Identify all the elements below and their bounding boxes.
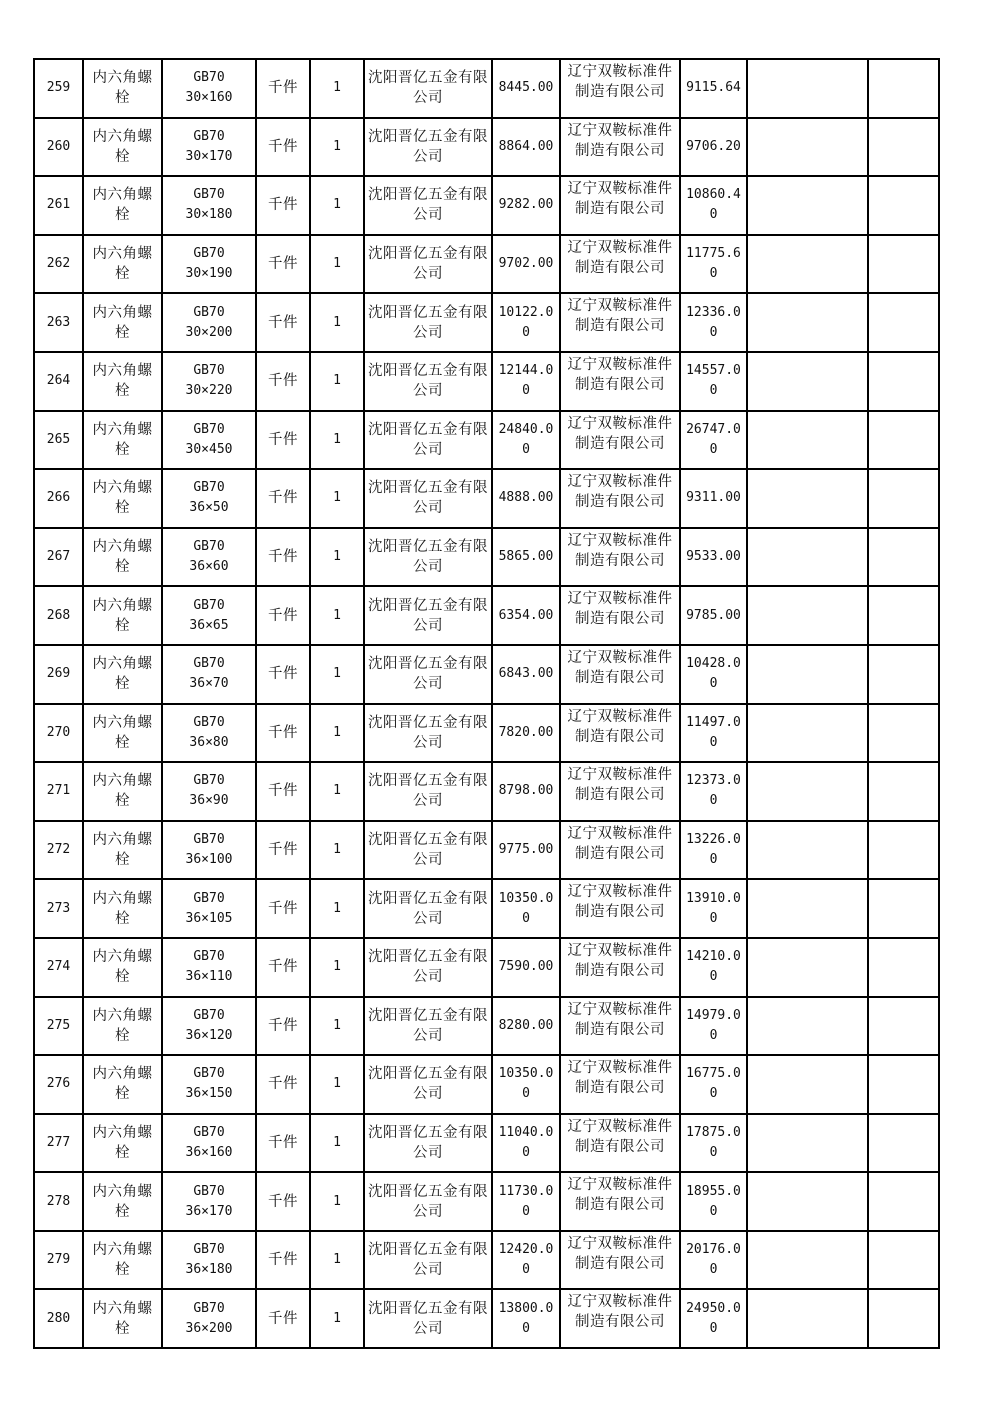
manufacturer-price-cell: 13226.00 [680, 821, 747, 880]
blank-cell-1 [747, 1231, 868, 1290]
specification-cell: GB70 30×200 [162, 293, 256, 352]
unit-cell: 千件 [256, 1114, 310, 1173]
supplier-price-cell: 8798.00 [492, 762, 560, 821]
supplier-cell: 沈阳晋亿五金有限公司 [364, 762, 492, 821]
table-row [34, 1231, 939, 1290]
blank-cell-2 [868, 586, 939, 645]
blank-cell-2 [868, 1172, 939, 1231]
supplier-cell: 沈阳晋亿五金有限公司 [364, 235, 492, 294]
product-name-cell: 内六角螺栓 [83, 821, 162, 880]
supplier-price-cell: 12144.00 [492, 352, 560, 411]
unit-cell: 千件 [256, 176, 310, 235]
blank-cell-2 [868, 469, 939, 528]
specification-cell: GB70 30×180 [162, 176, 256, 235]
unit-cell: 千件 [256, 1289, 310, 1348]
quantity-cell: 1 [310, 821, 364, 880]
table-row [34, 235, 939, 294]
manufacturer-price-cell: 14210.00 [680, 938, 747, 997]
unit-cell: 千件 [256, 528, 310, 587]
row-number-cell: 275 [34, 997, 83, 1056]
quantity-cell: 1 [310, 1289, 364, 1348]
supplier-price-cell: 7590.00 [492, 938, 560, 997]
row-number-cell: 261 [34, 176, 83, 235]
manufacturer-cell: 辽宁双鞍标准件制造有限公司 [560, 1172, 680, 1231]
manufacturer-price-cell: 10860.40 [680, 176, 747, 235]
row-number-cell: 267 [34, 528, 83, 587]
quantity-cell: 1 [310, 997, 364, 1056]
product-name-cell: 内六角螺栓 [83, 118, 162, 177]
manufacturer-price-cell: 12373.00 [680, 762, 747, 821]
supplier-price-cell: 24840.00 [492, 411, 560, 470]
blank-cell-1 [747, 176, 868, 235]
row-number-cell: 277 [34, 1114, 83, 1173]
manufacturer-cell: 辽宁双鞍标准件制造有限公司 [560, 293, 680, 352]
manufacturer-cell: 辽宁双鞍标准件制造有限公司 [560, 879, 680, 938]
blank-cell-2 [868, 59, 939, 118]
manufacturer-price-cell: 18955.00 [680, 1172, 747, 1231]
supplier-price-cell: 7820.00 [492, 704, 560, 763]
row-number-cell: 279 [34, 1231, 83, 1290]
row-number-cell: 264 [34, 352, 83, 411]
manufacturer-price-cell: 12336.00 [680, 293, 747, 352]
unit-cell: 千件 [256, 293, 310, 352]
product-name-cell: 内六角螺栓 [83, 1289, 162, 1348]
manufacturer-price-cell: 24950.00 [680, 1289, 747, 1348]
product-name-cell: 内六角螺栓 [83, 1172, 162, 1231]
blank-cell-1 [747, 1055, 868, 1114]
specification-cell: GB70 30×170 [162, 118, 256, 177]
supplier-price-cell: 4888.00 [492, 469, 560, 528]
row-number-cell: 262 [34, 235, 83, 294]
supplier-cell: 沈阳晋亿五金有限公司 [364, 176, 492, 235]
blank-cell-1 [747, 1114, 868, 1173]
blank-cell-1 [747, 645, 868, 704]
table-row [34, 1055, 939, 1114]
blank-cell-2 [868, 704, 939, 763]
unit-cell: 千件 [256, 762, 310, 821]
quantity-cell: 1 [310, 879, 364, 938]
manufacturer-price-cell: 11497.00 [680, 704, 747, 763]
supplier-price-cell: 9775.00 [492, 821, 560, 880]
product-name-cell: 内六角螺栓 [83, 293, 162, 352]
blank-cell-2 [868, 235, 939, 294]
quantity-cell: 1 [310, 59, 364, 118]
blank-cell-1 [747, 293, 868, 352]
product-name-cell: 内六角螺栓 [83, 235, 162, 294]
specification-cell: GB70 36×120 [162, 997, 256, 1056]
specification-cell: GB70 36×100 [162, 821, 256, 880]
manufacturer-price-cell: 14557.00 [680, 352, 747, 411]
unit-cell: 千件 [256, 59, 310, 118]
blank-cell-2 [868, 528, 939, 587]
blank-cell-1 [747, 586, 868, 645]
specification-cell: GB70 36×150 [162, 1055, 256, 1114]
supplier-price-cell: 10122.00 [492, 293, 560, 352]
quantity-cell: 1 [310, 645, 364, 704]
blank-cell-1 [747, 59, 868, 118]
supplier-price-cell: 6843.00 [492, 645, 560, 704]
quantity-cell: 1 [310, 411, 364, 470]
blank-cell-1 [747, 352, 868, 411]
table-row [34, 352, 939, 411]
blank-cell-1 [747, 762, 868, 821]
unit-cell: 千件 [256, 235, 310, 294]
specification-cell: GB70 36×65 [162, 586, 256, 645]
blank-cell-2 [868, 821, 939, 880]
specification-cell: GB70 36×160 [162, 1114, 256, 1173]
table-row [34, 1114, 939, 1173]
row-number-cell: 268 [34, 586, 83, 645]
blank-cell-1 [747, 821, 868, 880]
supplier-price-cell: 8445.00 [492, 59, 560, 118]
supplier-cell: 沈阳晋亿五金有限公司 [364, 1172, 492, 1231]
supplier-price-cell: 8864.00 [492, 118, 560, 177]
manufacturer-cell: 辽宁双鞍标准件制造有限公司 [560, 528, 680, 587]
blank-cell-2 [868, 762, 939, 821]
row-number-cell: 263 [34, 293, 83, 352]
specification-cell: GB70 36×105 [162, 879, 256, 938]
supplier-cell: 沈阳晋亿五金有限公司 [364, 586, 492, 645]
specification-cell: GB70 36×70 [162, 645, 256, 704]
supplier-cell: 沈阳晋亿五金有限公司 [364, 1289, 492, 1348]
unit-cell: 千件 [256, 1055, 310, 1114]
specification-cell: GB70 30×190 [162, 235, 256, 294]
quantity-cell: 1 [310, 235, 364, 294]
manufacturer-price-cell: 9115.64 [680, 59, 747, 118]
specification-cell: GB70 36×90 [162, 762, 256, 821]
table-row [34, 704, 939, 763]
product-name-cell: 内六角螺栓 [83, 762, 162, 821]
table-row [34, 118, 939, 177]
manufacturer-cell: 辽宁双鞍标准件制造有限公司 [560, 997, 680, 1056]
unit-cell: 千件 [256, 645, 310, 704]
supplier-cell: 沈阳晋亿五金有限公司 [364, 879, 492, 938]
supplier-price-cell: 9282.00 [492, 176, 560, 235]
manufacturer-cell: 辽宁双鞍标准件制造有限公司 [560, 586, 680, 645]
quantity-cell: 1 [310, 1172, 364, 1231]
manufacturer-cell: 辽宁双鞍标准件制造有限公司 [560, 469, 680, 528]
blank-cell-1 [747, 235, 868, 294]
unit-cell: 千件 [256, 821, 310, 880]
specification-cell: GB70 36×170 [162, 1172, 256, 1231]
specification-cell: GB70 30×450 [162, 411, 256, 470]
manufacturer-cell: 辽宁双鞍标准件制造有限公司 [560, 235, 680, 294]
manufacturer-price-cell: 16775.00 [680, 1055, 747, 1114]
quantity-cell: 1 [310, 118, 364, 177]
table-row [34, 1289, 939, 1348]
blank-cell-2 [868, 352, 939, 411]
supplier-cell: 沈阳晋亿五金有限公司 [364, 1114, 492, 1173]
supplier-cell: 沈阳晋亿五金有限公司 [364, 645, 492, 704]
manufacturer-cell: 辽宁双鞍标准件制造有限公司 [560, 59, 680, 118]
specification-cell: GB70 36×180 [162, 1231, 256, 1290]
manufacturer-cell: 辽宁双鞍标准件制造有限公司 [560, 645, 680, 704]
specification-cell: GB70 36×80 [162, 704, 256, 763]
manufacturer-price-cell: 26747.00 [680, 411, 747, 470]
manufacturer-cell: 辽宁双鞍标准件制造有限公司 [560, 176, 680, 235]
blank-cell-2 [868, 1289, 939, 1348]
unit-cell: 千件 [256, 352, 310, 411]
manufacturer-cell: 辽宁双鞍标准件制造有限公司 [560, 352, 680, 411]
manufacturer-price-cell: 10428.00 [680, 645, 747, 704]
specification-cell: GB70 36×50 [162, 469, 256, 528]
row-number-cell: 270 [34, 704, 83, 763]
quantity-cell: 1 [310, 586, 364, 645]
supplier-price-cell: 9702.00 [492, 235, 560, 294]
supplier-cell: 沈阳晋亿五金有限公司 [364, 1055, 492, 1114]
row-number-cell: 260 [34, 118, 83, 177]
blank-cell-1 [747, 997, 868, 1056]
table-body [34, 59, 939, 1348]
quantity-cell: 1 [310, 528, 364, 587]
supplier-price-cell: 8280.00 [492, 997, 560, 1056]
supplier-cell: 沈阳晋亿五金有限公司 [364, 997, 492, 1056]
blank-cell-1 [747, 1289, 868, 1348]
table-row [34, 293, 939, 352]
blank-cell-2 [868, 118, 939, 177]
specification-cell: GB70 36×110 [162, 938, 256, 997]
supplier-price-cell: 13800.00 [492, 1289, 560, 1348]
manufacturer-price-cell: 20176.00 [680, 1231, 747, 1290]
manufacturer-cell: 辽宁双鞍标准件制造有限公司 [560, 1055, 680, 1114]
manufacturer-cell: 辽宁双鞍标准件制造有限公司 [560, 762, 680, 821]
supplier-cell: 沈阳晋亿五金有限公司 [364, 118, 492, 177]
blank-cell-2 [868, 997, 939, 1056]
manufacturer-price-cell: 14979.00 [680, 997, 747, 1056]
product-name-cell: 内六角螺栓 [83, 59, 162, 118]
table-row [34, 586, 939, 645]
supplier-cell: 沈阳晋亿五金有限公司 [364, 704, 492, 763]
product-name-cell: 内六角螺栓 [83, 352, 162, 411]
unit-cell: 千件 [256, 1172, 310, 1231]
blank-cell-2 [868, 879, 939, 938]
blank-cell-2 [868, 1114, 939, 1173]
table-row [34, 411, 939, 470]
product-name-cell: 内六角螺栓 [83, 1055, 162, 1114]
row-number-cell: 276 [34, 1055, 83, 1114]
blank-cell-1 [747, 118, 868, 177]
product-name-cell: 内六角螺栓 [83, 176, 162, 235]
table-row [34, 938, 939, 997]
blank-cell-2 [868, 1231, 939, 1290]
unit-cell: 千件 [256, 411, 310, 470]
table-row [34, 59, 939, 118]
product-name-cell: 内六角螺栓 [83, 997, 162, 1056]
unit-cell: 千件 [256, 1231, 310, 1290]
supplier-cell: 沈阳晋亿五金有限公司 [364, 1231, 492, 1290]
quantity-cell: 1 [310, 352, 364, 411]
unit-cell: 千件 [256, 118, 310, 177]
row-number-cell: 274 [34, 938, 83, 997]
blank-cell-1 [747, 469, 868, 528]
quantity-cell: 1 [310, 176, 364, 235]
blank-cell-1 [747, 704, 868, 763]
blank-cell-1 [747, 879, 868, 938]
product-name-cell: 内六角螺栓 [83, 704, 162, 763]
manufacturer-price-cell: 9311.00 [680, 469, 747, 528]
manufacturer-cell: 辽宁双鞍标准件制造有限公司 [560, 704, 680, 763]
row-number-cell: 265 [34, 411, 83, 470]
product-name-cell: 内六角螺栓 [83, 879, 162, 938]
table-row [34, 176, 939, 235]
supplier-price-cell: 10350.00 [492, 879, 560, 938]
row-number-cell: 273 [34, 879, 83, 938]
unit-cell: 千件 [256, 938, 310, 997]
product-name-cell: 内六角螺栓 [83, 1231, 162, 1290]
supplier-cell: 沈阳晋亿五金有限公司 [364, 59, 492, 118]
supplier-price-cell: 6354.00 [492, 586, 560, 645]
table-row [34, 469, 939, 528]
supplier-cell: 沈阳晋亿五金有限公司 [364, 821, 492, 880]
manufacturer-cell: 辽宁双鞍标准件制造有限公司 [560, 1114, 680, 1173]
table-row [34, 528, 939, 587]
specification-cell: GB70 36×60 [162, 528, 256, 587]
table-row [34, 997, 939, 1056]
quantity-cell: 1 [310, 938, 364, 997]
supplier-price-cell: 5865.00 [492, 528, 560, 587]
product-name-cell: 内六角螺栓 [83, 938, 162, 997]
quantity-cell: 1 [310, 469, 364, 528]
blank-cell-2 [868, 938, 939, 997]
manufacturer-price-cell: 9533.00 [680, 528, 747, 587]
unit-cell: 千件 [256, 704, 310, 763]
row-number-cell: 280 [34, 1289, 83, 1348]
row-number-cell: 271 [34, 762, 83, 821]
quantity-cell: 1 [310, 1114, 364, 1173]
product-name-cell: 内六角螺栓 [83, 528, 162, 587]
blank-cell-1 [747, 1172, 868, 1231]
row-number-cell: 259 [34, 59, 83, 118]
product-name-cell: 内六角螺栓 [83, 645, 162, 704]
manufacturer-price-cell: 9706.20 [680, 118, 747, 177]
row-number-cell: 266 [34, 469, 83, 528]
manufacturer-price-cell: 13910.00 [680, 879, 747, 938]
price-table [33, 58, 940, 1349]
quantity-cell: 1 [310, 1055, 364, 1114]
product-name-cell: 内六角螺栓 [83, 1114, 162, 1173]
manufacturer-cell: 辽宁双鞍标准件制造有限公司 [560, 118, 680, 177]
manufacturer-cell: 辽宁双鞍标准件制造有限公司 [560, 1289, 680, 1348]
table-row [34, 879, 939, 938]
table-row [34, 645, 939, 704]
blank-cell-1 [747, 938, 868, 997]
manufacturer-price-cell: 9785.00 [680, 586, 747, 645]
supplier-price-cell: 12420.00 [492, 1231, 560, 1290]
unit-cell: 千件 [256, 997, 310, 1056]
unit-cell: 千件 [256, 879, 310, 938]
manufacturer-price-cell: 11775.60 [680, 235, 747, 294]
supplier-price-cell: 11730.00 [492, 1172, 560, 1231]
quantity-cell: 1 [310, 1231, 364, 1290]
table-row [34, 821, 939, 880]
blank-cell-2 [868, 411, 939, 470]
blank-cell-1 [747, 411, 868, 470]
supplier-cell: 沈阳晋亿五金有限公司 [364, 293, 492, 352]
manufacturer-price-cell: 17875.00 [680, 1114, 747, 1173]
blank-cell-2 [868, 1055, 939, 1114]
unit-cell: 千件 [256, 586, 310, 645]
manufacturer-cell: 辽宁双鞍标准件制造有限公司 [560, 821, 680, 880]
product-name-cell: 内六角螺栓 [83, 469, 162, 528]
row-number-cell: 269 [34, 645, 83, 704]
unit-cell: 千件 [256, 469, 310, 528]
quantity-cell: 1 [310, 762, 364, 821]
quantity-cell: 1 [310, 704, 364, 763]
blank-cell-2 [868, 645, 939, 704]
supplier-cell: 沈阳晋亿五金有限公司 [364, 411, 492, 470]
manufacturer-cell: 辽宁双鞍标准件制造有限公司 [560, 938, 680, 997]
supplier-price-cell: 11040.00 [492, 1114, 560, 1173]
manufacturer-cell: 辽宁双鞍标准件制造有限公司 [560, 1231, 680, 1290]
supplier-cell: 沈阳晋亿五金有限公司 [364, 352, 492, 411]
blank-cell-1 [747, 528, 868, 587]
product-name-cell: 内六角螺栓 [83, 586, 162, 645]
specification-cell: GB70 36×200 [162, 1289, 256, 1348]
supplier-price-cell: 10350.00 [492, 1055, 560, 1114]
quantity-cell: 1 [310, 293, 364, 352]
blank-cell-2 [868, 293, 939, 352]
product-name-cell: 内六角螺栓 [83, 411, 162, 470]
supplier-cell: 沈阳晋亿五金有限公司 [364, 938, 492, 997]
specification-cell: GB70 30×160 [162, 59, 256, 118]
table-row [34, 762, 939, 821]
supplier-cell: 沈阳晋亿五金有限公司 [364, 528, 492, 587]
blank-cell-2 [868, 176, 939, 235]
table-row [34, 1172, 939, 1231]
supplier-cell: 沈阳晋亿五金有限公司 [364, 469, 492, 528]
specification-cell: GB70 30×220 [162, 352, 256, 411]
row-number-cell: 278 [34, 1172, 83, 1231]
row-number-cell: 272 [34, 821, 83, 880]
manufacturer-cell: 辽宁双鞍标准件制造有限公司 [560, 411, 680, 470]
